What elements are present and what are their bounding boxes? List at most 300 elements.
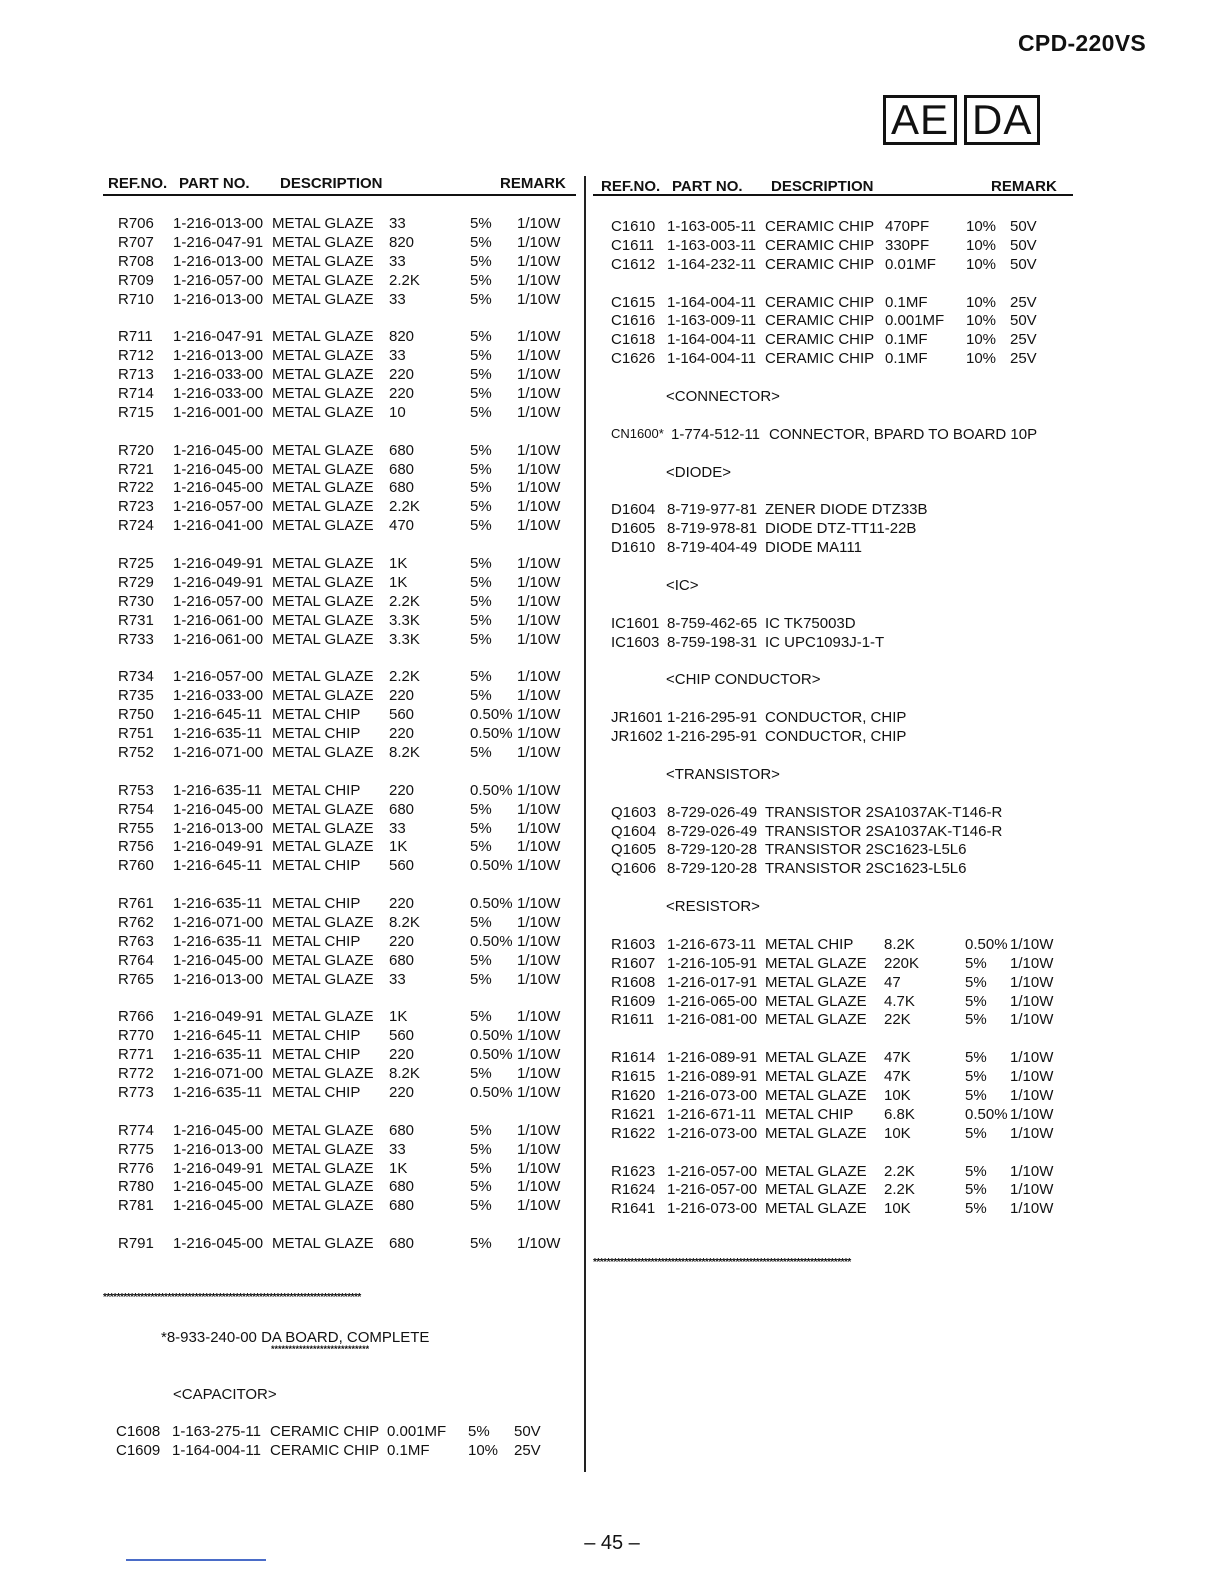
part-no: 1-216-045-00	[173, 479, 264, 497]
description: METAL GLAZE	[272, 347, 374, 365]
part-no: 1-216-071-00	[173, 913, 264, 931]
description: CERAMIC CHIP	[765, 218, 875, 235]
part-row	[103, 1065, 576, 1084]
description: METAL GLAZE	[765, 1200, 867, 1218]
tolerance: 5%	[470, 517, 492, 535]
description: TRANSISTOR 2SC1623-L5L6	[765, 860, 967, 878]
tolerance: 5%	[470, 743, 492, 761]
value: 220	[389, 1046, 415, 1064]
rating: 1/10W	[1010, 992, 1054, 1010]
corner-mark	[126, 1559, 266, 1561]
part-row	[103, 612, 576, 631]
ref-no: C1615	[611, 293, 656, 311]
part-row	[103, 479, 576, 498]
part-row	[103, 1423, 576, 1442]
section-heading	[593, 388, 1073, 407]
tolerance: 5%	[470, 1008, 492, 1026]
part-row	[103, 857, 576, 876]
part-no: 1-216-635-11	[173, 781, 262, 799]
rating: 1/10W	[517, 743, 561, 761]
value: 33	[389, 819, 406, 837]
value: 47K	[884, 1049, 911, 1067]
description: METAL GLAZE	[272, 592, 374, 610]
part-row	[593, 1125, 1073, 1144]
description: METAL GLAZE	[272, 800, 374, 818]
rating: 1/10W	[517, 932, 561, 950]
rating: 1/10W	[517, 479, 561, 497]
ref-no: R1622	[611, 1124, 656, 1142]
ref-no: R1614	[611, 1049, 656, 1067]
tolerance: 5%	[470, 233, 492, 251]
row-gap	[593, 690, 1073, 709]
ref-no: CN1600*	[611, 425, 664, 441]
description: ZENER DIODE DTZ33B	[765, 501, 928, 519]
row-gap	[593, 917, 1073, 936]
part-row	[103, 1008, 576, 1027]
rating: 1/10W	[517, 1159, 561, 1177]
part-row	[593, 331, 1073, 350]
value: 0.001MF	[387, 1423, 447, 1441]
ref-no: R773	[118, 1083, 154, 1101]
description: METAL GLAZE	[272, 498, 374, 516]
rating: 1/10W	[517, 725, 561, 743]
part-row	[103, 555, 576, 574]
part-no: 1-216-061-00	[173, 630, 264, 648]
value: 220	[389, 687, 415, 705]
rating: 1/10W	[517, 668, 561, 686]
page-title: CPD-220VS	[1018, 30, 1146, 56]
tolerance: 5%	[470, 970, 492, 988]
value: 33	[389, 252, 406, 270]
tolerance: 5%	[965, 1124, 987, 1142]
part-row	[103, 1046, 576, 1065]
tolerance: 5%	[470, 555, 492, 573]
tolerance: 10%	[966, 218, 997, 235]
ref-no: Q1603	[611, 803, 657, 821]
part-row	[593, 728, 1073, 747]
part-row	[593, 615, 1073, 634]
part-no: 1-216-057-00	[667, 1162, 758, 1180]
rating: 1/10W	[517, 1197, 561, 1215]
part-no: 1-216-061-00	[173, 611, 264, 629]
tolerance: 5%	[470, 1159, 492, 1177]
right-parts-list	[593, 218, 1073, 1268]
part-row	[103, 574, 576, 593]
value: 680	[389, 1178, 415, 1196]
part-row	[103, 291, 576, 310]
description: METAL GLAZE	[272, 479, 374, 497]
ref-no: R766	[118, 1008, 154, 1026]
part-no: 1-216-071-00	[173, 1065, 264, 1083]
row-gap	[593, 1144, 1073, 1163]
part-row	[103, 517, 576, 536]
board-underline-stars: ****************************	[271, 1343, 370, 1354]
value: 10	[389, 403, 406, 421]
left-column	[103, 170, 576, 1461]
ref-no: C1626	[611, 350, 656, 368]
rating: 1/10W	[517, 1046, 561, 1064]
part-row	[593, 218, 1073, 237]
part-no: 1-216-045-00	[173, 460, 264, 478]
value: 680	[389, 1197, 415, 1215]
value: 33	[389, 347, 406, 365]
header-partno: PART NO.	[179, 175, 250, 192]
value: 1K	[389, 1008, 408, 1026]
right-column	[593, 170, 1073, 1268]
rating: 1/10W	[1010, 1124, 1054, 1142]
part-no: 1-216-013-00	[173, 252, 264, 270]
tolerance: 5%	[965, 954, 987, 972]
ref-no: R761	[118, 895, 154, 913]
description: METAL GLAZE	[272, 838, 374, 856]
tolerance: 5%	[470, 385, 492, 403]
part-no: 1-164-004-11	[667, 350, 756, 368]
description: METAL GLAZE	[272, 611, 374, 629]
part-no: 1-216-049-91	[173, 573, 264, 591]
board-code-boxes	[883, 95, 1040, 145]
part-row	[103, 1122, 576, 1141]
tolerance: 5%	[965, 1068, 987, 1086]
description: METAL CHIP	[272, 857, 361, 875]
description: CERAMIC CHIP	[270, 1442, 380, 1460]
part-no: 1-216-045-00	[173, 441, 264, 459]
section-heading-text: <RESISTOR>	[666, 898, 760, 916]
rating: 1/10W	[517, 385, 561, 403]
rating: 1/10W	[517, 403, 561, 421]
ref-no: R765	[118, 970, 154, 988]
rating: 1/10W	[517, 970, 561, 988]
part-no: 8-719-977-81	[667, 501, 758, 519]
part-no: 1-216-047-91	[173, 233, 264, 251]
page-number: – 45 –	[584, 1532, 640, 1554]
rating: 50V	[514, 1423, 541, 1441]
rating: 1/10W	[517, 687, 561, 705]
value: 220	[389, 932, 415, 950]
rating: 1/10W	[517, 857, 561, 875]
part-no: 8-759-462-65	[667, 614, 758, 632]
part-no: 1-163-275-11	[172, 1423, 261, 1441]
value: 220K	[884, 954, 920, 972]
tolerance: 5%	[470, 1140, 492, 1158]
rating: 1/10W	[517, 347, 561, 365]
value: 0.001MF	[885, 312, 945, 330]
ref-no: R791	[118, 1235, 154, 1253]
part-row	[103, 593, 576, 612]
part-row	[593, 1011, 1073, 1030]
rating: 25V	[1010, 350, 1037, 368]
rating: 1/10W	[517, 1178, 561, 1196]
capacitor-heading-text: <CAPACITOR>	[173, 1385, 277, 1403]
part-row	[103, 687, 576, 706]
value: 1K	[389, 555, 408, 573]
ref-no: R750	[118, 706, 154, 724]
tolerance: 5%	[470, 1235, 492, 1253]
description: METAL CHIP	[272, 1027, 361, 1045]
right-header	[593, 170, 1073, 196]
description: CERAMIC CHIP	[765, 331, 875, 349]
tolerance: 5%	[470, 630, 492, 648]
part-row	[103, 498, 576, 517]
tolerance: 5%	[470, 460, 492, 478]
rating: 1/10W	[517, 517, 561, 535]
part-row	[103, 933, 576, 952]
tolerance: 5%	[470, 951, 492, 969]
part-no: 1-216-045-00	[173, 951, 264, 969]
description: METAL CHIP	[272, 1083, 361, 1101]
part-row	[103, 253, 576, 272]
part-no: 1-216-049-91	[173, 1008, 264, 1026]
rating: 25V	[514, 1442, 541, 1460]
row-gap	[593, 1238, 1073, 1257]
row-gap	[103, 876, 576, 895]
tolerance: 0.50%	[470, 706, 513, 724]
ref-no: R1620	[611, 1086, 656, 1104]
part-row	[593, 256, 1073, 275]
tolerance: 5%	[470, 328, 492, 346]
value: 0.1MF	[387, 1442, 430, 1460]
part-row	[103, 1084, 576, 1103]
row-gap	[103, 423, 576, 442]
part-row	[593, 955, 1073, 974]
part-no: 8-719-978-81	[667, 520, 758, 538]
tolerance: 5%	[470, 838, 492, 856]
part-no: 1-216-013-00	[173, 215, 264, 232]
ref-no: C1611	[611, 236, 655, 254]
value: 680	[389, 460, 415, 478]
value: 0.01MF	[885, 255, 936, 273]
part-no: 1-163-005-11	[667, 218, 756, 235]
row-gap	[593, 558, 1073, 577]
tolerance: 10%	[966, 331, 997, 349]
value: 1K	[389, 838, 408, 856]
description: METAL GLAZE	[272, 1121, 374, 1139]
ref-no: R723	[118, 498, 154, 516]
description: METAL GLAZE	[765, 1068, 867, 1086]
tolerance: 0.50%	[470, 857, 513, 875]
ref-no: Q1604	[611, 822, 657, 840]
part-row	[103, 461, 576, 480]
part-no: 1-216-635-11	[173, 725, 262, 743]
section-heading	[593, 898, 1073, 917]
separator-stars: ****************************************************************************	[103, 1291, 361, 1303]
rating: 1/10W	[1010, 1011, 1054, 1029]
part-row	[103, 1141, 576, 1160]
ref-no: IC1603	[611, 633, 660, 651]
rating: 25V	[1010, 293, 1037, 311]
part-no: 1-216-001-00	[173, 403, 264, 421]
ref-no: R762	[118, 913, 154, 931]
header-description: DESCRIPTION	[280, 175, 383, 192]
ref-no: Q1606	[611, 860, 657, 878]
tolerance: 5%	[470, 252, 492, 270]
ref-no: R715	[118, 403, 154, 421]
tolerance: 5%	[470, 441, 492, 459]
capacitor-heading	[103, 1386, 576, 1405]
part-no: 1-216-047-91	[173, 328, 264, 346]
description: CERAMIC CHIP	[765, 236, 875, 254]
value: 0.1MF	[885, 293, 928, 311]
connector-row	[593, 426, 1073, 445]
tolerance: 0.50%	[470, 895, 513, 913]
part-no: 1-216-645-11	[173, 1027, 262, 1045]
rating: 1/10W	[1010, 1086, 1054, 1104]
part-row	[103, 706, 576, 725]
part-no: 1-216-045-00	[173, 1197, 264, 1215]
value: 220	[389, 895, 415, 913]
row-gap	[103, 990, 576, 1009]
description: METAL GLAZE	[272, 290, 374, 308]
tolerance: 5%	[470, 800, 492, 818]
tolerance: 0.50%	[965, 1105, 1008, 1123]
part-row	[593, 974, 1073, 993]
rating: 1/10W	[1010, 954, 1054, 972]
left-header	[103, 170, 576, 196]
description: METAL GLAZE	[765, 973, 867, 991]
description: CONDUCTOR, CHIP	[765, 709, 907, 727]
row-gap	[103, 309, 576, 328]
description: CERAMIC CHIP	[765, 293, 875, 311]
part-no: 1-216-057-00	[173, 498, 264, 516]
row-gap	[593, 369, 1073, 388]
value: 8.2K	[389, 743, 420, 761]
description: METAL GLAZE	[272, 517, 374, 535]
part-no: 1-164-004-11	[667, 331, 756, 349]
tolerance: 0.50%	[470, 1083, 513, 1101]
ref-no: R1621	[611, 1105, 656, 1123]
value: 2.2K	[389, 498, 420, 516]
part-no: 8-759-198-31	[667, 633, 758, 651]
part-no: 1-216-017-91	[667, 973, 758, 991]
part-row	[103, 328, 576, 347]
tolerance: 5%	[965, 1086, 987, 1104]
tolerance: 0.50%	[470, 1027, 513, 1045]
ref-no: R733	[118, 630, 154, 648]
rating: 1/10W	[517, 290, 561, 308]
part-row	[593, 709, 1073, 728]
rating: 1/10W	[517, 233, 561, 251]
row-gap	[593, 445, 1073, 464]
description: METAL GLAZE	[765, 1181, 867, 1199]
description: METAL GLAZE	[272, 1140, 374, 1158]
part-row	[103, 838, 576, 857]
tolerance: 5%	[470, 366, 492, 384]
part-row	[103, 914, 576, 933]
value: 220	[389, 781, 415, 799]
description: METAL GLAZE	[272, 366, 374, 384]
rating: 1/10W	[1010, 973, 1054, 991]
part-row	[593, 804, 1073, 823]
value: 560	[389, 1027, 415, 1045]
rating: 1/10W	[517, 1235, 561, 1253]
rating: 1/10W	[517, 838, 561, 856]
value: 6.8K	[884, 1105, 915, 1123]
part-no: 1-216-073-00	[667, 1200, 758, 1218]
description: METAL CHIP	[765, 1105, 854, 1123]
ref-no: R1603	[611, 935, 656, 953]
description: CERAMIC CHIP	[765, 312, 875, 330]
part-no: 1-216-073-00	[667, 1124, 758, 1142]
description: METAL GLAZE	[272, 970, 374, 988]
part-row	[103, 1197, 576, 1216]
ref-no: R1611	[611, 1011, 655, 1029]
value: 330PF	[885, 236, 930, 254]
tolerance: 5%	[470, 592, 492, 610]
description: CERAMIC CHIP	[765, 255, 875, 273]
description: METAL GLAZE	[765, 954, 867, 972]
description: METAL GLAZE	[272, 819, 374, 837]
ref-no: R720	[118, 441, 154, 459]
description: DIODE MA111	[765, 539, 862, 557]
ref-no: R710	[118, 290, 154, 308]
ref-no: R1623	[611, 1162, 656, 1180]
description: METAL GLAZE	[272, 215, 374, 232]
description: METAL CHIP	[272, 895, 361, 913]
ref-no: R774	[118, 1121, 154, 1139]
value: 820	[389, 233, 415, 251]
tolerance: 5%	[965, 1181, 987, 1199]
rating: 1/10W	[517, 252, 561, 270]
header-description-right: DESCRIPTION	[771, 178, 874, 195]
part-no: 1-216-645-11	[173, 706, 262, 724]
description: METAL GLAZE	[272, 573, 374, 591]
part-no: 1-774-512-11	[671, 425, 760, 443]
part-row	[103, 668, 576, 687]
part-row	[103, 215, 576, 234]
rating: 50V	[1010, 312, 1037, 330]
ref-no: R722	[118, 479, 154, 497]
row-gap	[103, 649, 576, 668]
part-row	[593, 501, 1073, 520]
part-row	[593, 539, 1073, 558]
row-gap	[103, 763, 576, 782]
ref-no: R706	[118, 215, 154, 232]
board-title-text: *8-933-240-00 DA BOARD, COMPLETE	[161, 1328, 430, 1346]
part-no: 1-216-049-91	[173, 838, 264, 856]
value: 33	[389, 290, 406, 308]
description: METAL GLAZE	[272, 385, 374, 403]
ref-no: R752	[118, 743, 154, 761]
board-code-da: DA	[964, 95, 1040, 145]
part-no: 1-163-009-11	[667, 312, 756, 330]
value: 2.2K	[389, 668, 420, 686]
ref-no: R711	[118, 328, 153, 346]
rating: 1/10W	[517, 1083, 561, 1101]
part-no: 1-216-065-00	[667, 992, 758, 1010]
part-row	[593, 634, 1073, 653]
rating: 1/10W	[1010, 1105, 1054, 1123]
tolerance: 0.50%	[470, 932, 513, 950]
value: 560	[389, 706, 415, 724]
part-row	[103, 1027, 576, 1046]
part-row	[103, 347, 576, 366]
part-row	[103, 971, 576, 990]
section-heading-text: <CHIP CONDUCTOR>	[666, 671, 821, 689]
part-row	[103, 725, 576, 744]
ref-no: C1612	[611, 255, 656, 273]
value: 680	[389, 1235, 415, 1253]
description: CONDUCTOR, CHIP	[765, 728, 907, 746]
value: 680	[389, 800, 415, 818]
description: METAL GLAZE	[765, 1049, 867, 1067]
description: METAL CHIP	[272, 725, 361, 743]
rating: 1/10W	[517, 460, 561, 478]
part-no: 1-216-645-11	[173, 857, 262, 875]
part-no: 1-216-635-11	[173, 1046, 262, 1064]
rating: 25V	[1010, 331, 1037, 349]
part-no: 1-216-089-91	[667, 1068, 758, 1086]
part-row	[593, 350, 1073, 369]
rating: 1/10W	[517, 800, 561, 818]
